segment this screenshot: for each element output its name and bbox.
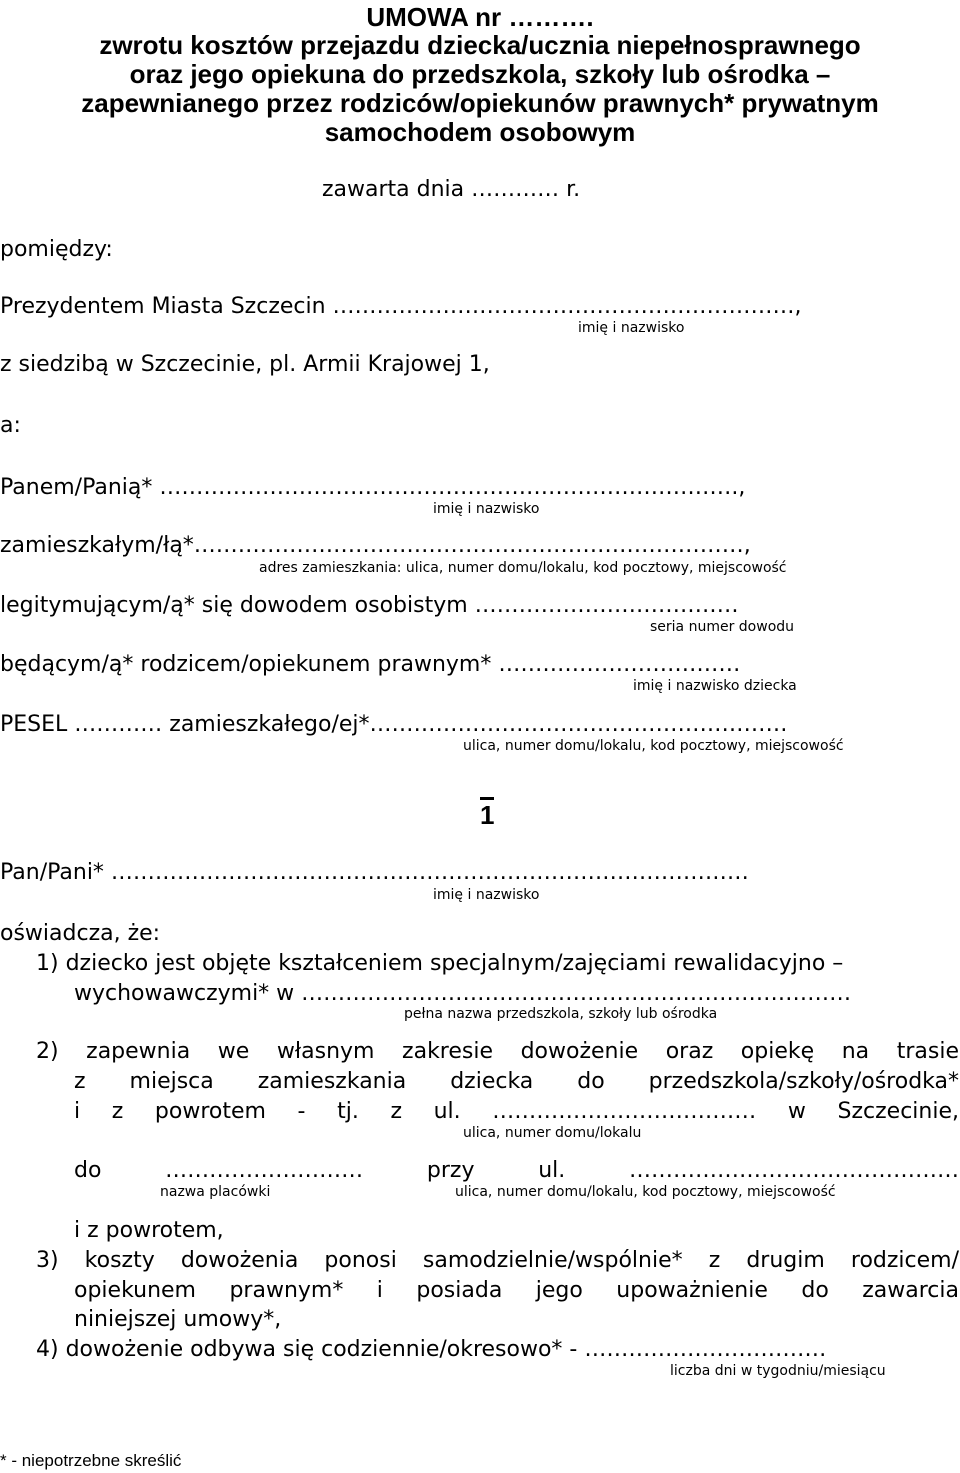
mayor-line: Prezydentem Miasta Szczecin ………………………………………………………, [0,294,802,319]
days-hint: liczba dni w tygodniu/miesiącu [670,1363,886,1379]
contract-subtitle-line: zwrotu kosztów przejazdu dziecka/ucznia niepełnosprawnego [99,30,861,60]
contract-subtitle-line: zapewnianego przez rodziców/opiekunów prawnych* prywatnym [81,88,879,118]
list-item-2-return: i z powrotem, [74,1218,224,1243]
facility-name-hint: nazwa placówki [160,1184,271,1200]
list-item-4: 4) dowożenie odbywa się codziennie/okresowo* - …………………………… [36,1337,827,1362]
and-label: a: [0,413,21,438]
party-name-hint: imię i nazwisko [433,501,540,517]
party-residence-hint: adres zamieszkania: ulica, numer domu/lokalu, kod pocztowy, miejscowość [259,560,787,576]
section-heading: 1 [480,800,495,830]
party-parent-line: będącym/ą* rodzicem/opiekunem prawnym* …………………………… [0,652,741,677]
list-item-2-route-to: do ……………………… przy ul. ……………………………………… [74,1158,959,1183]
list-item-2-route-from: i z powrotem - tj. z ul. ……………………………… w Szczecinie, [74,1099,959,1124]
party-id-line: legitymującym/ą* się dowodem osobistym ……………………………… [0,593,739,618]
list-item-3-end: niniejszej umowy*, [74,1307,282,1332]
between-label: pomiędzy: [0,237,113,262]
route-from-hint: ulica, numer domu/lokalu [463,1125,642,1141]
list-item-2-continued: z miejsca zamieszkania dziecka do przedszkola/szkoły/ośrodka* [74,1069,959,1094]
list-item-3-continued: opiekunem prawnym* i posiada jego upoważnienie do zawarcia [74,1278,959,1303]
contract-title: UMOWA nr ………. [366,2,594,32]
mayor-name-hint: imię i nazwisko [578,320,685,336]
list-item-1: 1) dziecko jest objęte kształceniem specjalnym/zajęciami rewalidacyjno – [36,951,844,976]
contract-subtitle-line: oraz jego opiekuna do przedszkola, szkoły lub ośrodka – [129,59,831,89]
party-name-line: Panem/Panią* ……………………………………………………………………., [0,475,746,500]
list-item-2: 2) zapewnia we własnym zakresie dowożenie oraz opiekę na trasie [36,1039,959,1064]
party-pesel-line: PESEL ………… zamieszkałego/ej*………………………………………………… [0,712,788,737]
list-item-1-continued: wychowawczymi* w ………………………………………………………………… [74,981,852,1006]
list-item-3: 3) koszty dowożenia ponosi samodzielnie/wspólnie* z drugim rodzicem/ [36,1248,959,1273]
seat-line: z siedzibą w Szczecinie, pl. Armii Krajowej 1, [0,352,490,377]
footnote: * - niepotrzebne skreślić [0,1451,182,1470]
party-id-hint: seria numer dowodu [650,619,795,635]
route-to-hint: ulica, numer domu/lokalu, kod pocztowy, miejscowość [455,1184,836,1200]
conclusion-date-line: zawarta dnia ………… r. [322,177,581,202]
declares-label: oświadcza, że: [0,921,161,946]
party-parent-hint: imię i nazwisko dziecka [633,678,797,694]
person-line: Pan/Pani* …………………………………………………………………………… [0,860,749,885]
party-pesel-hint: ulica, numer domu/lokalu, kod pocztowy, miejscowość [463,738,844,754]
person-name-hint: imię i nazwisko [433,887,540,903]
institution-hint: pełna nazwa przedszkola, szkoły lub ośrodka [404,1006,718,1022]
contract-subtitle-line: samochodem osobowym [324,117,636,147]
party-residence-line: zamieszkałym/łą*…………………………………………………………………, [0,533,751,558]
